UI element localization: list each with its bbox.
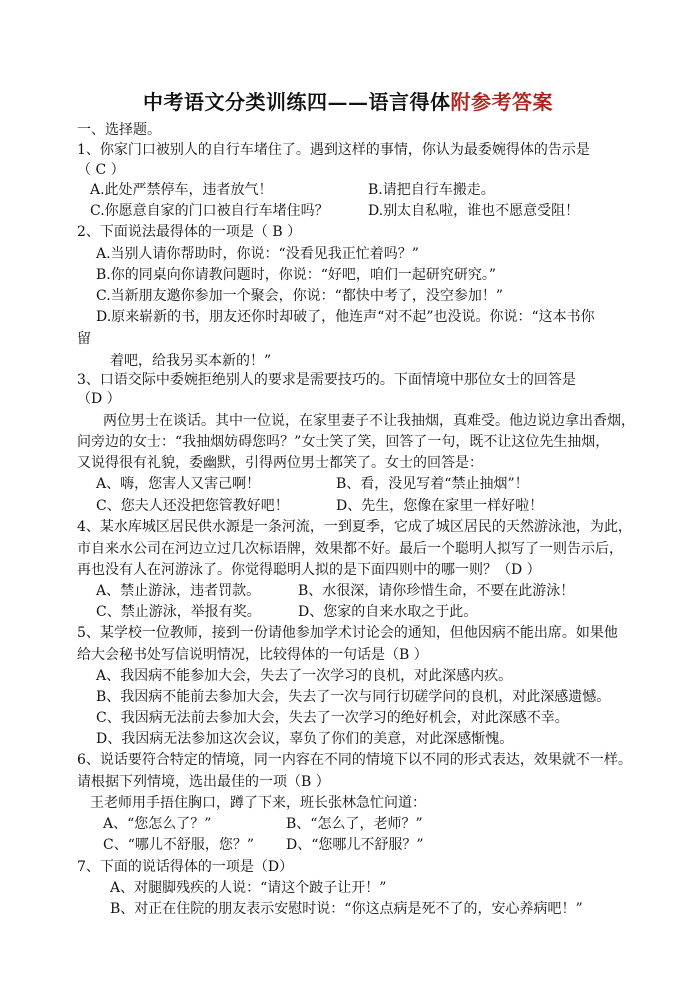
q3-stem: 3、口语交际中委婉拒绝别人的要求是需要技巧的。下面情境中那位女士的回答是	[77, 372, 576, 388]
q2-option-b: B.你的同桌向你请教问题时，你说：“好吧，咱们一起研究研究。”	[96, 267, 497, 283]
q5-option-b: B、我因病不能前去参加大会，失去了一次与同行切磋学问的良机，对此深感遗憾。	[96, 689, 611, 705]
q2-option-a: A.当别人请你帮助时，你说：“没看见我正忙着吗？”	[96, 246, 419, 262]
q3-option-b: B、看，没见写着“禁止抽烟”！	[336, 476, 529, 492]
q4-stem-line-1: 4、某水库城区居民供水源是一条河流，一到夏季，它成了城区居民的天然游泳池，为此，	[77, 519, 632, 535]
q4-option-a: A、禁止游泳，违者罚款。	[96, 583, 261, 599]
section-heading: 一、选择题。	[77, 122, 161, 138]
q6-stem-line-1: 6、说话要符合特定的情境，同一内容在不同的情境下以不同的形式表达，效果就不一样。	[77, 752, 632, 768]
q1-option-c: C.你愿意自家的门口被自行车堵住吗？	[90, 203, 329, 219]
q6-option-d: D、“您哪儿不舒服？”	[286, 837, 424, 853]
q4-option-d: D、您家的自来水取之于此。	[298, 604, 478, 620]
q5-option-a: A、我因病不能参加大会，失去了一次学习的良机，对此深感内疚。	[96, 668, 513, 684]
q6-context: 王老师用手捂住胸口，蹲了下来，班长张林急忙问道：	[90, 795, 426, 811]
q5-stem-line-2: 给大会秘书处写信说明情况，比较得体的一句话是（B ）	[77, 647, 428, 663]
page-title	[0, 86, 696, 115]
q1-stem: 1、你家门口被别人的自行车堵住了。遇到这样的事情，你认为最委婉得体的告示是	[77, 142, 590, 158]
q4-stem-line-3: 再也没有人在河游泳了。你觉得聪明人拟的是下面四则中的哪一则？（D ）	[77, 562, 541, 578]
q3-passage-line-2: 问旁边的女士：“我抽烟妨碍您吗？”女士笑了笑，回答了一句，既不让这位先生抽烟，	[77, 434, 610, 450]
q1-option-d: D.别太自私啦，谁也不愿意受阻！	[368, 203, 580, 219]
title-main: 中考语文分类训练四——语言得体	[143, 90, 451, 114]
q4-stem-line-2: 市自来水公司在河边立过几次标语牌，效果都不好。最后一个聪明人拟写了一则告示后，	[77, 541, 623, 557]
q7-option-a: A、对腿脚残疾的人说：“请这个跛子让开！”	[110, 880, 387, 896]
q6-option-b: B、“怎么了，老师？”	[286, 816, 423, 832]
q1-answer: （ C ）	[77, 162, 125, 178]
q4-option-b: B、水很深，请你珍惜生命，不要在此游泳！	[298, 583, 575, 599]
q2-option-d-cont: 着吧，给我另买本新的！”	[110, 353, 272, 369]
title-answer-suffix: 附参考答案	[450, 90, 553, 114]
q6-stem-line-2: 请根据下列情境，选出最佳的一项（B ）	[77, 774, 330, 790]
q2-option-d-wrap: 留	[77, 331, 91, 347]
q2-stem: 2、下面说法最得体的一项是（ B ）	[77, 224, 302, 240]
q2-option-c: C.当新朋友邀你参加一个聚会，你说：“都快中考了，没空参加！”	[96, 288, 503, 304]
q1-option-b: B.请把自行车搬走。	[368, 182, 495, 198]
q6-option-c: C、“哪儿不舒服，您？”	[103, 837, 255, 853]
q3-passage-line-3: 又说得很有礼貌，委幽默，引得两位男士都笑了。女士的回答是：	[77, 455, 483, 471]
q7-option-b: B、对正在住院的朋友表示安慰时说：“你这点病是死不了的，安心养病吧！”	[110, 901, 583, 917]
q1-option-a: A.此处严禁停车，违者放气！	[90, 182, 273, 198]
q3-answer: （D ）	[77, 391, 121, 407]
q4-option-c: C、禁止游泳，举报有奖。	[96, 604, 261, 620]
q5-stem-line-1: 5、某学校一位教师，接到一份请他参加学术讨论会的通知，但他因病不能出席。如果他	[77, 625, 618, 641]
q2-option-d: D.原来崭新的书，朋友还你时却破了，他连声“对不起”也没说。你说：“这本书你	[96, 309, 595, 325]
q3-option-a: A、嗨，您害人又害己啊！	[96, 476, 261, 492]
q6-option-a: A、“您怎么了？”	[103, 816, 212, 832]
q7-stem: 7、下面的说话得体的一项是（D）	[77, 859, 294, 875]
q3-option-d: D、先生，您像在家里一样好啦！	[336, 498, 544, 514]
q3-passage-line-1: 两位男士在谈话。其中一位说，在家里妻子不让我抽烟，真难受。他边说边拿出香烟，	[103, 413, 635, 429]
q3-option-c: C、您夫人还没把您管教好吧！	[96, 498, 289, 514]
q5-option-d: D、我因病无法参加这次会议，辜负了你们的美意，对此深感惭愧。	[96, 731, 514, 747]
q5-option-c: C、我因病无法前去参加大会，失去了一次学习的绝好机会，对此深感不幸。	[96, 710, 569, 726]
